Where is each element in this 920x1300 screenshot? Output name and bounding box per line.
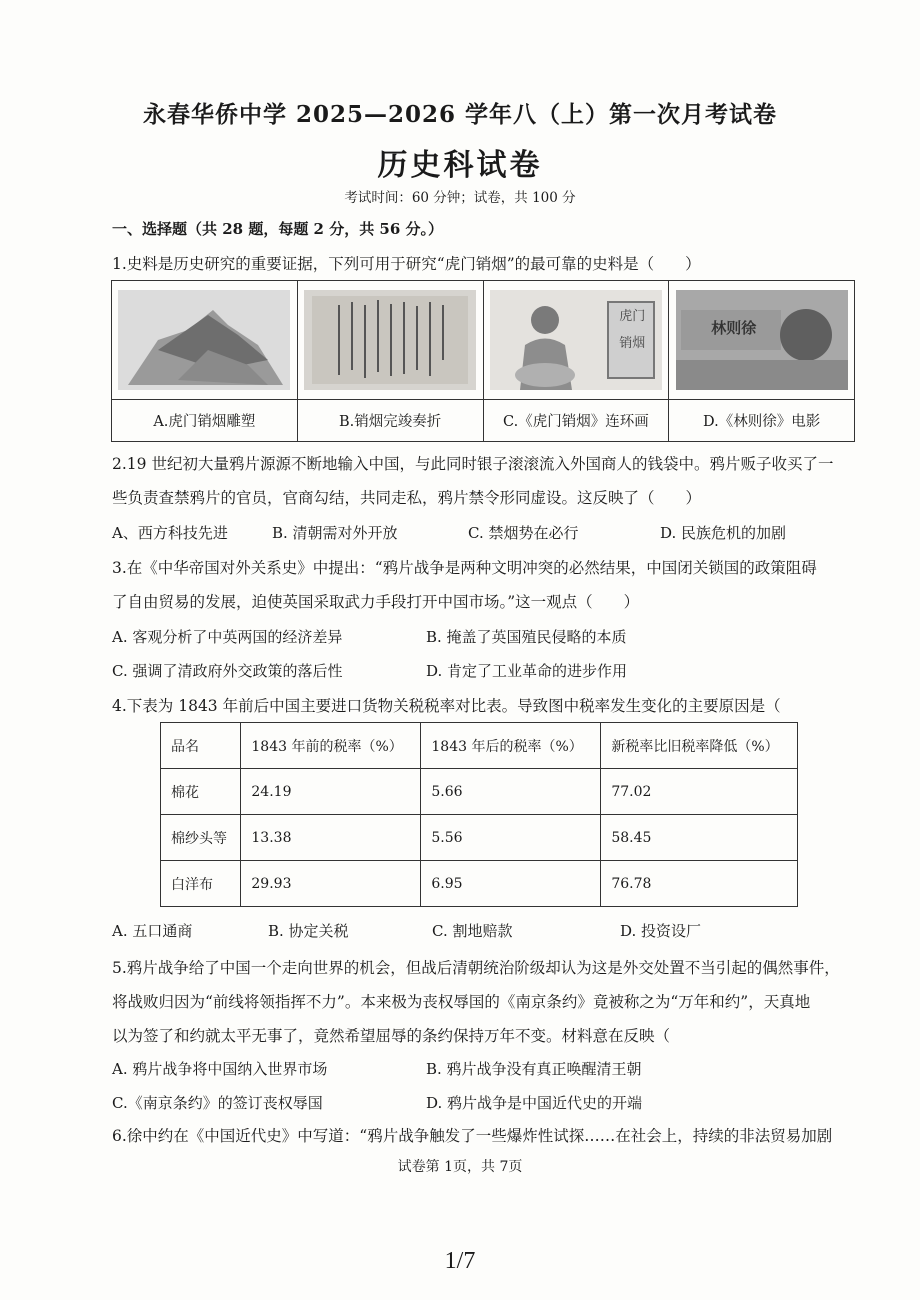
table-cell: 5.66 (421, 769, 601, 815)
memorial-document-icon (298, 281, 483, 400)
question-5-option-a: A. 鸦片战争将中国纳入世界市场 (112, 1060, 328, 1078)
table-header-row (161, 723, 798, 769)
section-heading: 一、选择题（共 28 题，每题 2 分，共 56 分。） (112, 220, 444, 238)
question-3-line-2: 了自由贸易的发展，迫使英国采取武力手段打开中国市场。”这一观点（ ） (112, 593, 640, 611)
question-2-option-d: D. 民族危机的加剧 (660, 524, 787, 542)
comic-stamp-text-2: 销烟 (619, 336, 646, 351)
question-2-line-2: 些负责查禁鸦片的官员，官商勾结，共同走私，鸦片禁令形同虚设。这反映了（ ） (112, 489, 702, 507)
option-b-caption: B.销烟完竣奏折 (338, 414, 442, 430)
question-5-option-c: C.《南京条约》的签订丧权辱国 (112, 1094, 323, 1112)
table-cell: 棉花 (161, 769, 241, 815)
option-a-caption: A.虎门销烟雕塑 (153, 414, 256, 430)
question-3-option-b: B. 掩盖了英国殖民侵略的本质 (426, 628, 627, 646)
page-footer: 试卷第 1页，共 7页 (397, 1159, 523, 1175)
table-cell: 58.45 (601, 815, 798, 861)
table-cell: 24.19 (241, 769, 421, 815)
option-b-cell (298, 281, 484, 441)
question-3-option-c: C. 强调了清政府外交政策的落后性 (112, 662, 343, 680)
table-cell: 白洋布 (161, 861, 241, 907)
film-still-icon (669, 281, 854, 400)
question-3-option-d: D. 肯定了工业革命的进步作用 (426, 662, 628, 680)
table-row (161, 815, 798, 861)
question-2-option-a: A、西方科技先进 (112, 524, 228, 542)
question-4-option-d: D. 投资设厂 (620, 922, 702, 940)
page-number: 1/7 (444, 1248, 476, 1274)
comic-illustration-icon (484, 281, 669, 400)
table-header: 1843 年前的税率（%） (241, 723, 421, 769)
question-3-line-1: 3.在《中华帝国对外关系史》中提出：“鸦片战争是两种文明冲突的必然结果，中国闭关锁国的政策阻碍 (112, 559, 817, 577)
question-4-option-a: A. 五口通商 (112, 922, 193, 940)
film-title-text: 林则徐 (711, 319, 757, 337)
school-exam-title: 永春华侨中学 2025—2026 学年八（上）第一次月考试卷 (142, 101, 778, 128)
option-a-cell (112, 281, 298, 441)
question-4-option-b: B. 协定关税 (268, 922, 349, 940)
question-5-line-2: 将战败归因为“前线将领指挥不力”。本来极为丧权辱国的《南京条约》竟被称之为“万年和约”，天真地 (112, 993, 811, 1011)
question-1-image-grid (111, 280, 855, 442)
table-cell: 76.78 (601, 861, 798, 907)
table-header: 品名 (161, 723, 241, 769)
table-cell: 棉纱头等 (161, 815, 241, 861)
option-c-cell (484, 281, 670, 441)
question-2-option-b: B. 清朝需对外开放 (272, 524, 398, 542)
option-c-caption: C.《虎门销烟》连环画 (503, 414, 649, 430)
question-4-option-c: C. 割地赔款 (432, 922, 513, 940)
question-3-option-a: A. 客观分析了中英两国的经济差异 (112, 628, 343, 646)
option-d-cell (669, 281, 854, 441)
table-cell: 77.02 (601, 769, 798, 815)
question-4-stem: 4.下表为 1843 年前后中国主要进口货物关税税率对比表。导致图中税率发生变化的主要原因是（ (112, 697, 781, 715)
question-1-stem: 1.史料是历史研究的重要证据，下列可用于研究“虎门销烟”的最可靠的史料是（ ） (112, 255, 701, 273)
question-5-line-1: 5.鸦片战争给了中国一个走向世界的机会，但战后清朝统治阶级却认为这是外交处置不当引起的偶然事件， (112, 959, 840, 977)
table-header: 新税率比旧税率降低（%） (601, 723, 798, 769)
table-header: 1843 年后的税率（%） (421, 723, 601, 769)
question-6-line-1: 6.徐中约在《中国近代史》中写道：“鸦片战争触发了一些爆炸性试探……在社会上，持续的非法贸易加剧 (112, 1127, 833, 1145)
question-2-line-1: 2.19 世纪初大量鸦片源源不断地输入中国，与此同时银子滚滚流入外国商人的钱袋中。鸦片贩子收买了一 (112, 455, 834, 473)
question-5-line-3: 以为签了和约就太平无事了，竟然希望屈辱的条约保持万年不变。材料意在反映（ (112, 1027, 671, 1045)
exam-info: 考试时间：60 分钟；试卷，共 100 分 (344, 190, 576, 206)
question-5-option-d: D. 鸦片战争是中国近代史的开端 (426, 1094, 643, 1112)
sculpture-photo-icon (112, 281, 297, 400)
table-row (161, 861, 798, 907)
table-cell: 6.95 (421, 861, 601, 907)
table-cell: 13.38 (241, 815, 421, 861)
table-row (161, 769, 798, 815)
comic-stamp-text-1: 虎门 (619, 309, 646, 324)
option-d-caption: D.《林则徐》电影 (703, 414, 821, 430)
question-2-option-c: C. 禁烟势在必行 (468, 524, 579, 542)
question-5-option-b: B. 鸦片战争没有真正唤醒清王朝 (426, 1060, 642, 1078)
subject-title: 历史科试卷 (377, 148, 543, 183)
table-cell: 29.93 (241, 861, 421, 907)
tax-rate-table (160, 722, 798, 907)
table-cell: 5.56 (421, 815, 601, 861)
